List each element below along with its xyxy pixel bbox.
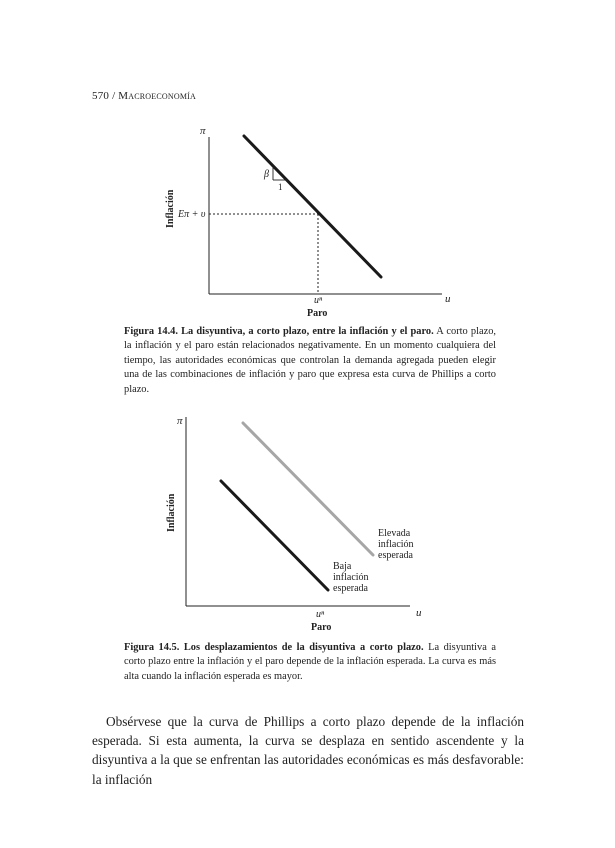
caption-text: A corto plazo, la inflación y el paro están relacionados negativamente. En un momento cualquiera del tiempo, las autoridades económicas que controlan la demanda agregada pueden elegir una de las combinaciones de inflación y paro que expresa esta curva de Phillips a corto plazo. bbox=[124, 326, 496, 395]
high-expected-inflation-curve bbox=[243, 423, 373, 555]
low-label-line-3: esperada bbox=[333, 583, 368, 594]
high-curve-label bbox=[378, 528, 416, 561]
x-axis-label: Paro bbox=[311, 622, 332, 633]
slope-beta-label: β bbox=[264, 169, 269, 180]
high-label-line-2: inflación bbox=[378, 539, 414, 550]
figure-14-5-caption bbox=[124, 641, 496, 684]
low-label-line-1: Baja bbox=[333, 561, 352, 572]
x-tick-label: uⁿ bbox=[316, 609, 325, 620]
x-tick-label: uⁿ bbox=[314, 295, 323, 306]
caption-title: Figura 14.5. Los desplazamientos de la disyuntiva a corto plazo. bbox=[124, 642, 424, 653]
caption-title: Figura 14.4. La disyuntiva, a corto plazo, entre la inflación y el paro. bbox=[124, 326, 434, 337]
y-axis-label: Inflación bbox=[166, 493, 177, 532]
y-tick-label: Eπ + υ bbox=[178, 209, 206, 220]
low-expected-inflation-curve bbox=[221, 481, 328, 590]
high-label-line-1: Elevada bbox=[378, 528, 411, 539]
paragraph-text: Obsérvese que la curva de Phillips a corto plazo depende de la inflación esperada. Si esta aumenta, la curva se desplaza en sentido ascendente y la disyuntiva a la que se enfrentan las autoridades económicas es más desfavorable: la inflación bbox=[92, 714, 524, 787]
x-axis-symbol: u bbox=[445, 293, 451, 305]
x-axis-symbol: u bbox=[416, 607, 422, 619]
book-title: Macroeconomía bbox=[118, 90, 196, 102]
y-axis-symbol: π bbox=[177, 415, 183, 427]
x-axis-label: Paro bbox=[307, 308, 328, 319]
low-label-line-2: inflación bbox=[333, 572, 369, 583]
slope-one-label: 1 bbox=[278, 182, 283, 192]
y-axis-label: Inflación bbox=[165, 189, 176, 228]
low-curve-label bbox=[333, 561, 371, 594]
high-label-line-3: esperada bbox=[378, 550, 413, 561]
page-number: 570 bbox=[92, 90, 110, 102]
y-axis-symbol: π bbox=[200, 125, 206, 137]
body-paragraph bbox=[92, 712, 524, 789]
header-separator: / bbox=[112, 90, 116, 102]
caption-text: La disyuntiva a corto plazo entre la inflación y el paro depende de la inflación esperada. La curva es más alta cuando la inflación esperada es mayor. bbox=[124, 642, 496, 682]
